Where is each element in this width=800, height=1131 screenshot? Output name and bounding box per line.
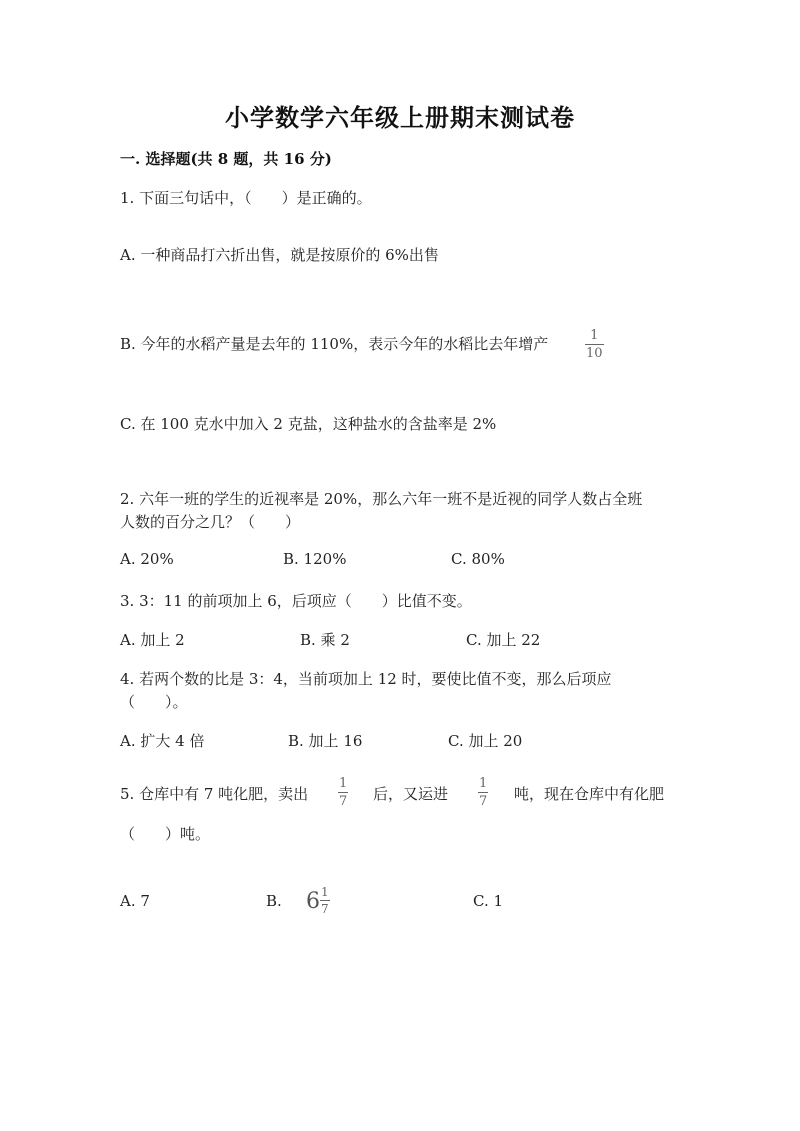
question-3-stem: 3. 3：11 的前项加上 6，后项应（ ）比值不变。 bbox=[120, 592, 472, 610]
question-5-stem-line2: （ ）吨。 bbox=[120, 825, 211, 843]
fraction-numerator: 1 bbox=[590, 328, 599, 343]
question-4-option-b: B. 加上 16 bbox=[288, 732, 363, 750]
question-5-stem-part3: 吨，现在仓库中有化肥 bbox=[514, 785, 665, 803]
question-5-stem-part1: 5. 仓库中有 7 吨化肥，卖出 bbox=[120, 785, 309, 803]
fraction-denominator: 7 bbox=[479, 794, 488, 809]
fraction-denominator: 7 bbox=[321, 902, 329, 916]
question-5-stem-part2: 后，又运进 bbox=[373, 785, 449, 803]
question-2-option-a: A. 20% bbox=[120, 550, 174, 568]
question-1-option-b: B. 今年的水稻产量是去年的 110%，表示今年的水稻比去年增产 bbox=[120, 335, 549, 353]
fraction-numerator: 1 bbox=[321, 885, 329, 899]
fraction-numerator: 1 bbox=[479, 776, 488, 791]
mixed-number-whole: 6 bbox=[306, 889, 320, 914]
question-1-option-a: A. 一种商品打六折出售，就是按原价的 6%出售 bbox=[120, 246, 439, 264]
question-2-stem-line2: 人数的百分之几？（ ） bbox=[120, 513, 301, 531]
question-2-option-b: B. 120% bbox=[283, 550, 347, 568]
question-5-option-c: C. 1 bbox=[473, 892, 504, 910]
fraction-bar bbox=[338, 792, 348, 793]
question-1-stem: 1. 下面三句话中，（ ）是正确的。 bbox=[120, 189, 372, 207]
question-1-option-c: C. 在 100 克水中加入 2 克盐，这种盐水的含盐率是 2% bbox=[120, 415, 497, 433]
question-2-option-c: C. 80% bbox=[451, 550, 505, 568]
mixed-number-fraction bbox=[320, 886, 330, 915]
question-5-option-a: A. 7 bbox=[120, 892, 150, 910]
question-4-stem-line2: （ ）。 bbox=[120, 693, 188, 711]
page-title: 小学数学六年级上册期末测试卷 bbox=[225, 103, 575, 132]
fraction-bar bbox=[478, 792, 488, 793]
fraction-one-seventh bbox=[338, 777, 348, 808]
section-heading: 一. 选择题(共 8 题，共 16 分) bbox=[120, 150, 332, 168]
fraction-denominator: 7 bbox=[339, 794, 348, 809]
fraction-bar bbox=[320, 900, 330, 901]
question-3-option-c: C. 加上 22 bbox=[466, 631, 541, 649]
question-3-option-b: B. 乘 2 bbox=[300, 631, 350, 649]
fraction-denominator: 10 bbox=[586, 346, 603, 361]
fraction-one-seventh bbox=[478, 777, 488, 808]
question-5-option-b: B. bbox=[266, 892, 282, 910]
question-4-option-a: A. 扩大 4 倍 bbox=[120, 732, 205, 750]
question-2-stem-line1: 2. 六年一班的学生的近视率是 20%，那么六年一班不是近视的同学人数占全班 bbox=[120, 490, 643, 508]
fraction-one-tenth bbox=[585, 329, 604, 360]
question-4-option-c: C. 加上 20 bbox=[448, 732, 523, 750]
question-3-option-a: A. 加上 2 bbox=[120, 631, 185, 649]
question-4-stem-line1: 4. 若两个数的比是 3：4，当前项加上 12 时，要使比值不变，那么后项应 bbox=[120, 670, 612, 688]
fraction-numerator: 1 bbox=[339, 776, 348, 791]
fraction-bar bbox=[585, 344, 604, 345]
